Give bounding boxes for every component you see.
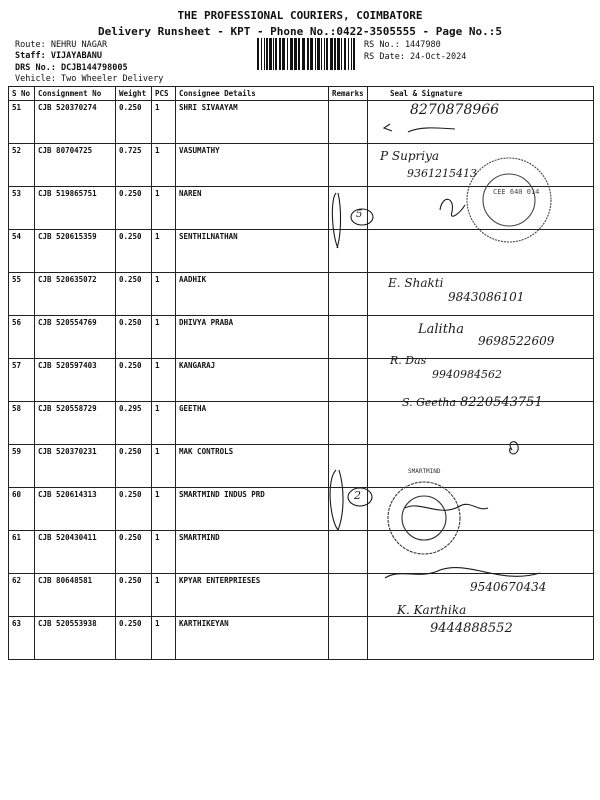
rs-date: RS Date: 24-Oct-2024 xyxy=(364,52,467,62)
hw-phone-63: 9444888552 xyxy=(430,621,513,636)
cell-weight: 0.295 xyxy=(116,402,152,445)
cell-weight: 0.250 xyxy=(116,187,152,230)
bracket-mark-a xyxy=(332,193,340,248)
cell-consignment: CJB 520597403 xyxy=(35,359,116,402)
cell-pcs: 1 xyxy=(152,230,176,273)
hw-name-63: K. Karthika xyxy=(397,603,467,617)
signature-60 xyxy=(405,504,488,510)
cell-consignment: CJB 520430411 xyxy=(35,531,116,574)
cell-details: SHRI SIVAAYAM xyxy=(176,101,329,144)
stamp-mid-inner xyxy=(402,496,446,540)
cell-pcs: 1 xyxy=(152,617,176,660)
cell-sno: 59 xyxy=(9,445,35,488)
stamp-mid-text: SMARTMIND xyxy=(408,468,441,475)
col-consignment: Consignment No xyxy=(35,87,116,101)
cell-details: SENTHILNATHAN xyxy=(176,230,329,273)
stamp-mid-outer xyxy=(388,482,460,554)
cell-details: NAREN xyxy=(176,187,329,230)
col-pcs: PCS xyxy=(152,87,176,101)
cell-pcs: 1 xyxy=(152,101,176,144)
hw-name-56: Lalitha xyxy=(418,322,465,337)
cell-sno: 60 xyxy=(9,488,35,531)
hw-phone-57: 9940984562 xyxy=(432,368,502,381)
cell-details: SMARTMIND INDUS PRD xyxy=(176,488,329,531)
cell-pcs: 1 xyxy=(152,445,176,488)
cell-details: SMARTMIND xyxy=(176,531,329,574)
cell-pcs: 1 xyxy=(152,574,176,617)
hw-name-57: R. Das xyxy=(390,354,427,367)
cell-weight: 0.250 xyxy=(116,531,152,574)
stamp-top-outer xyxy=(467,158,551,242)
cell-details: GEETHA xyxy=(176,402,329,445)
cell-pcs: 1 xyxy=(152,144,176,187)
cell-details: VASUMATHY xyxy=(176,144,329,187)
cell-weight: 0.250 xyxy=(116,574,152,617)
col-remarks: Remarks xyxy=(329,87,368,101)
company-title: THE PROFESSIONAL COURIERS, COIMBATORE xyxy=(177,9,423,22)
stamp-top-inner xyxy=(483,174,535,226)
cell-sno: 51 xyxy=(9,101,35,144)
hw-name-55: E. Shakti xyxy=(388,276,444,290)
col-weight: Weight xyxy=(116,87,152,101)
cell-sno: 62 xyxy=(9,574,35,617)
cell-pcs: 1 xyxy=(152,316,176,359)
hw-phone-62: 9540670434 xyxy=(470,580,547,594)
cell-consignment: CJB 80648581 xyxy=(35,574,116,617)
cell-consignment: CJB 520554769 xyxy=(35,316,116,359)
cell-consignment: CJB 520615359 xyxy=(35,230,116,273)
hw-name-58: S. Geetha xyxy=(402,396,457,409)
drs-number: DRS No.: DCJB144798005 xyxy=(15,63,128,73)
cell-sno: 55 xyxy=(9,273,35,316)
cell-weight: 0.250 xyxy=(116,617,152,660)
rs-number: RS No.: 1447980 xyxy=(364,40,441,50)
runsheet-subtitle: Delivery Runsheet - KPT - Phone No.:0422-3505555 - Page No.:5 xyxy=(98,25,502,38)
cell-consignment: CJB 519865751 xyxy=(35,187,116,230)
cell-sno: 58 xyxy=(9,402,35,445)
cell-weight: 0.250 xyxy=(116,230,152,273)
cell-consignment: CJB 80704725 xyxy=(35,144,116,187)
vehicle-label: Vehicle: Two Wheeler Delivery xyxy=(15,74,164,84)
cell-pcs: 1 xyxy=(152,402,176,445)
staff-label: Staff: VIJAYABANU xyxy=(15,51,102,61)
cell-weight: 0.250 xyxy=(116,273,152,316)
cell-consignment: CJB 520553938 xyxy=(35,617,116,660)
signature-51 xyxy=(384,124,455,132)
cell-pcs: 1 xyxy=(152,531,176,574)
col-signature: Seal & Signature xyxy=(368,87,594,101)
cell-sno: 52 xyxy=(9,144,35,187)
cell-sno: 63 xyxy=(9,617,35,660)
cell-weight: 0.250 xyxy=(116,445,152,488)
cell-weight: 0.250 xyxy=(116,101,152,144)
cell-sno: 53 xyxy=(9,187,35,230)
cell-weight: 0.725 xyxy=(116,144,152,187)
signature-53 xyxy=(440,199,465,216)
hw-phone-56: 9698522609 xyxy=(478,334,555,348)
cell-weight: 0.250 xyxy=(116,488,152,531)
signature-62 xyxy=(385,568,540,578)
cell-sno: 61 xyxy=(9,531,35,574)
hw-name-52: P Supriya xyxy=(380,149,440,163)
cell-consignment: CJB 520635072 xyxy=(35,273,116,316)
cell-weight: 0.250 xyxy=(116,316,152,359)
cell-details: MAK CONTROLS xyxy=(176,445,329,488)
col-details: Consignee Details xyxy=(176,87,329,101)
cell-pcs: 1 xyxy=(152,359,176,402)
bracket-mark-b xyxy=(330,470,343,530)
cell-details: KARTHIKEYAN xyxy=(176,617,329,660)
cell-sno: 56 xyxy=(9,316,35,359)
stamp-top-text: CEE 640 014 xyxy=(493,188,540,196)
hw-phone-51: 8270878966 xyxy=(410,102,500,118)
signature-59 xyxy=(510,442,519,454)
cell-pcs: 1 xyxy=(152,488,176,531)
cell-consignment: CJB 520614313 xyxy=(35,488,116,531)
cell-details: KANGARAJ xyxy=(176,359,329,402)
cell-details: DHIVYA PRABA xyxy=(176,316,329,359)
cell-sno: 54 xyxy=(9,230,35,273)
cell-pcs: 1 xyxy=(152,273,176,316)
bracket-label-b: 2 xyxy=(354,489,361,502)
route-label: Route: NEHRU NAGAR xyxy=(15,40,108,50)
cell-consignment: CJB 520370231 xyxy=(35,445,116,488)
cell-consignment: CJB 520370274 xyxy=(35,101,116,144)
cell-details: KPYAR ENTERPRIESES xyxy=(176,574,329,617)
cell-consignment: CJB 520558729 xyxy=(35,402,116,445)
hw-phone-55: 9843086101 xyxy=(448,290,525,304)
cell-sno: 57 xyxy=(9,359,35,402)
cell-details: AADHIK xyxy=(176,273,329,316)
bracket-label-a: 5 xyxy=(356,209,363,220)
hw-phone-58: 8220543751 xyxy=(460,395,543,410)
cell-pcs: 1 xyxy=(152,187,176,230)
hw-phone-52: 9361215413 xyxy=(407,167,477,180)
col-sno: S No xyxy=(9,87,35,101)
cell-weight: 0.250 xyxy=(116,359,152,402)
